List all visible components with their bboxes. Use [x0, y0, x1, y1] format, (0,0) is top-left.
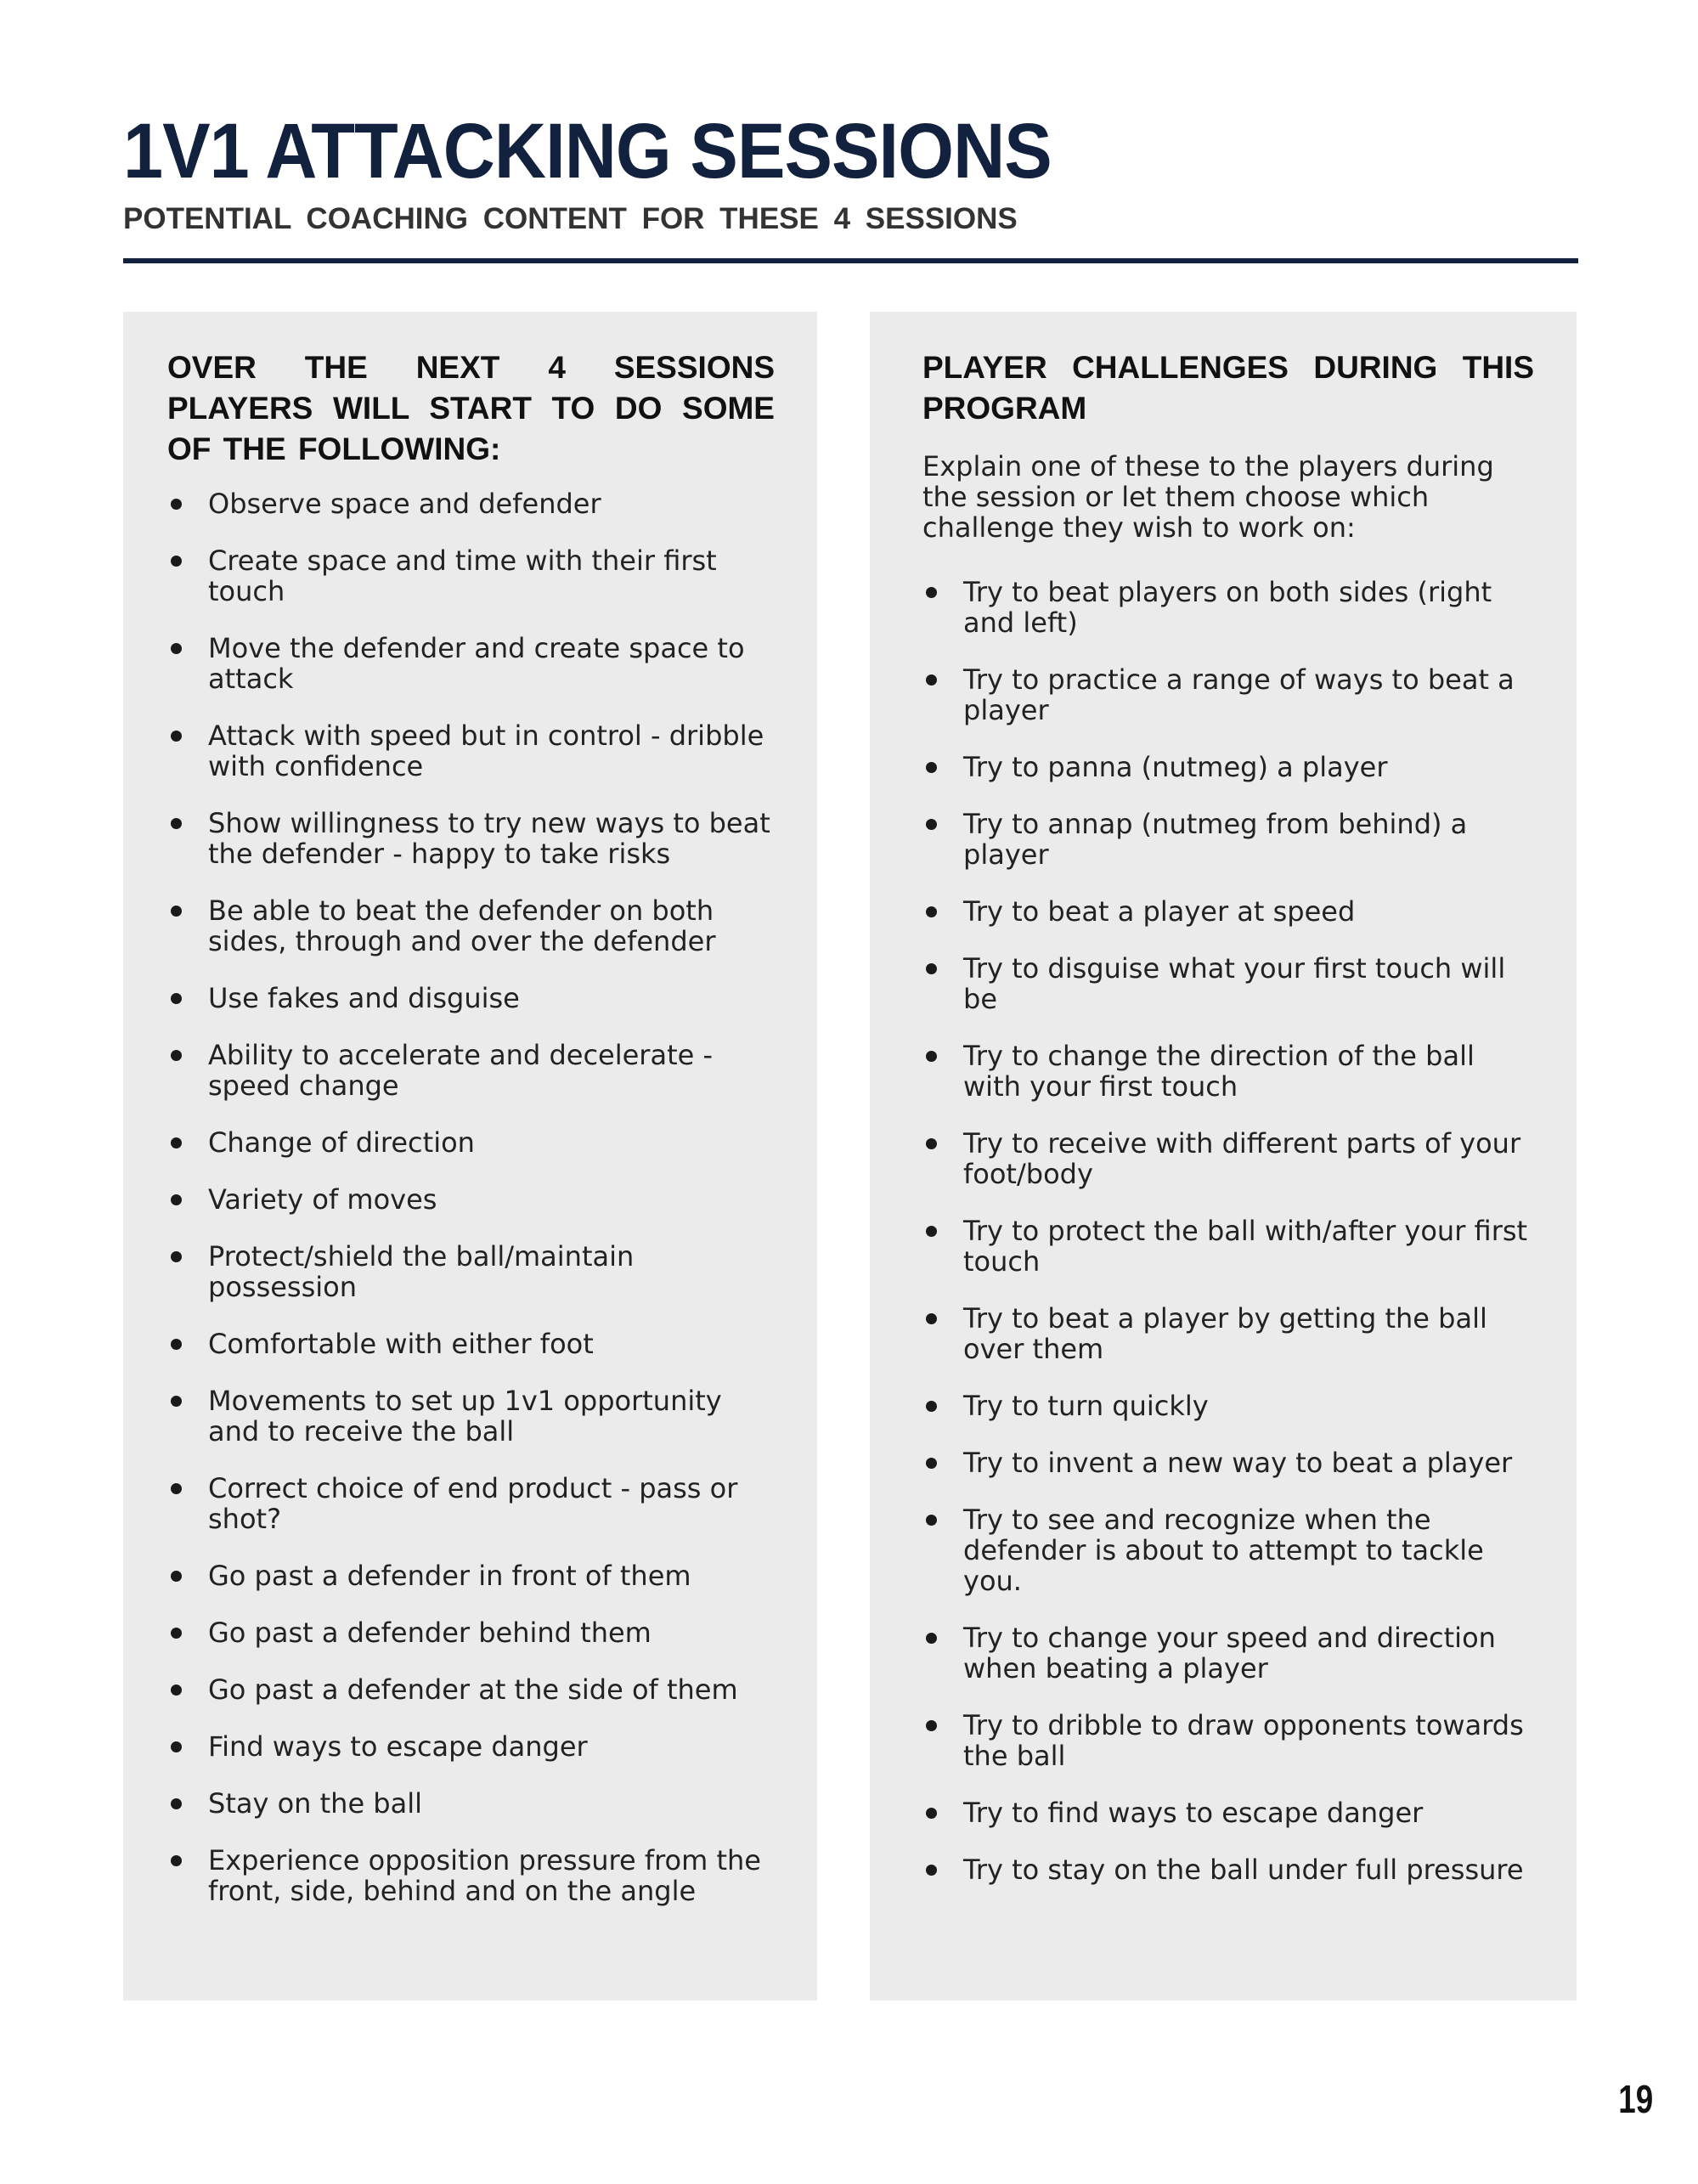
list-item: Try to change the direction of the ball with your first touch — [922, 1041, 1534, 1102]
list-item: Experience opposition pressure from the front, side, behind and on the angle — [167, 1845, 775, 1906]
list-item: Try to practice a range of ways to beat a player — [922, 664, 1534, 725]
page-number: 19 — [1618, 2077, 1653, 2121]
list-item: Try to beat a player at speed — [922, 896, 1534, 927]
list-item: Attack with speed but in control - dribble with confidence — [167, 720, 775, 782]
coaching-content-heading: OVER THE NEXT 4 SESSIONS PLAYERS WILL START TO DO SOME OF THE FOLLOWING: — [167, 350, 775, 466]
list-item: Use fakes and disguise — [167, 983, 775, 1013]
list-item: Observe space and defender — [167, 488, 775, 519]
list-item: Comfortable with either foot — [167, 1329, 775, 1359]
list-item: Variety of moves — [167, 1184, 775, 1215]
header-divider — [123, 258, 1578, 263]
list-item: Try to dribble to draw opponents towards the ball — [922, 1710, 1534, 1771]
page-title: 1V1 ATTACKING SESSIONS — [123, 108, 1052, 195]
list-item: Go past a defender at the side of them — [167, 1674, 775, 1705]
list-item: Try to stay on the ball under full pressure — [922, 1854, 1534, 1885]
list-item: Try to receive with different parts of your foot/body — [922, 1128, 1534, 1189]
list-item: Try to annap (nutmeg from behind) a player — [922, 809, 1534, 870]
list-item: Go past a defender behind them — [167, 1617, 775, 1648]
list-item: Movements to set up 1v1 opportunity and to receive the ball — [167, 1385, 775, 1447]
list-item: Go past a defender in front of them — [167, 1560, 775, 1591]
list-item: Find ways to escape danger — [167, 1731, 775, 1762]
list-item: Move the defender and create space to attack — [167, 633, 775, 694]
list-item: Try to beat a player by getting the ball over them — [922, 1303, 1534, 1364]
list-item: Protect/shield the ball/maintain possession — [167, 1241, 775, 1302]
list-item: Try to panna (nutmeg) a player — [922, 752, 1534, 782]
player-challenges-panel — [870, 312, 1577, 2001]
list-item: Try to see and recognize when the defender is about to attempt to tackle you. — [922, 1504, 1534, 1596]
page-subtitle: POTENTIAL COACHING CONTENT FOR THESE 4 SESSIONS — [123, 202, 1018, 235]
player-challenges-intro: Explain one of these to the players during the session or let them choose which challenge they wish to work on: — [922, 450, 1494, 544]
list-item: Create space and time with their first touch — [167, 545, 775, 607]
list-item: Ability to accelerate and decelerate - speed change — [167, 1040, 775, 1101]
list-item: Try to change your speed and direction when beating a player — [922, 1622, 1534, 1684]
list-item: Stay on the ball — [167, 1788, 775, 1819]
player-challenges-heading: PLAYER CHALLENGES DURING THIS PROGRAM — [922, 350, 1534, 426]
list-item: Be able to beat the defender on both sides, through and over the defender — [167, 895, 775, 957]
list-item: Try to beat players on both sides (right and left) — [922, 577, 1534, 638]
coaching-content-list — [167, 488, 775, 1906]
list-item: Try to disguise what your first touch will be — [922, 953, 1534, 1014]
list-item: Show willingness to try new ways to beat the defender - happy to take risks — [167, 808, 775, 869]
list-item: Try to turn quickly — [922, 1391, 1534, 1421]
list-item: Correct choice of end product - pass or shot? — [167, 1473, 775, 1534]
list-item: Change of direction — [167, 1127, 775, 1158]
coaching-content-panel — [123, 312, 817, 2001]
list-item: Try to protect the ball with/after your first touch — [922, 1216, 1534, 1277]
list-item: Try to find ways to escape danger — [922, 1797, 1534, 1828]
player-challenges-list — [922, 577, 1534, 1885]
list-item: Try to invent a new way to beat a player — [922, 1448, 1534, 1478]
